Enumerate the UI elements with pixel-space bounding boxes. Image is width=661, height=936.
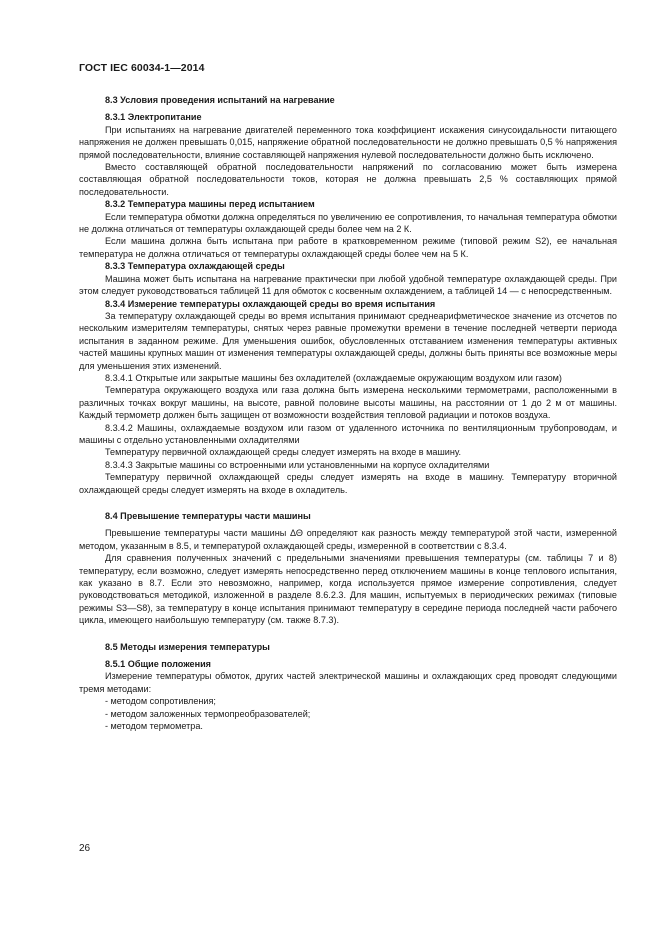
list-item: - методом термометра. [105, 721, 203, 732]
paragraph: Температуру первичной охлаждающей среды следует измерять на входе в машину. Температуру вторичной охлаждающей среды следует измерять на входе в охладитель. [79, 472, 617, 495]
paragraph: Если машина должна быть испытана при работе в кратковременном режиме (типовой режим S2), ее начальная температура не должна отличаться от температуры охлаждающей среды более чем на 5 К. [79, 236, 617, 259]
section-gap [79, 496, 617, 504]
list-item: - методом сопротивления; [105, 696, 216, 707]
subsection-heading: 8.3.2 Температура машины перед испытанием [105, 199, 315, 210]
paragraph: Температура окружающего воздуха или газа должна быть измерена несколькими термометрами, расположенными в различных точках вокруг машины, на высоте, равной половине высоты машины, на расстоянии от 1 до 2 м от машины. Каждый термометр должен быть защищен от возможности воздействия тепловой радиации и потоков воздуха. [79, 385, 617, 421]
paragraph: Вместо составляющей обратной последовательности напряжений по согласованию может быть измерена составляющая обратной последовательности токов, которая не должна превышать 2,5 % составляющих прямой последовательности. [79, 162, 617, 197]
section-heading: 8.5 Методы измерения температуры [105, 641, 270, 652]
paragraph: Если температура обмотки должна определяться по увеличению ее сопротивления, то начальная температура обмотки не должна отличаться от температуры охлаждающей среды более чем на 2 К. [79, 211, 617, 235]
section-heading: 8.3 Условия проведения испытаний на нагревание [105, 95, 335, 105]
list-item: - методом заложенных термопреобразователей; [105, 708, 311, 719]
section-heading: 8.4 Превышение температуры части машины [105, 511, 311, 521]
section-gap [79, 627, 617, 635]
paragraph: Температуру первичной охлаждающей среды следует измерять на входе в машину. [105, 447, 462, 458]
paragraph: Превышение температуры части машины ΔΘ определяют как разность между температурой этой части, измеренной методом, указанным в 8.5, и температурой охлаждающей среды, измеренной в соответствии с 8.3.4. [79, 528, 617, 551]
paragraph: 8.3.4.3 Закрытые машины со встроенными или установленными на корпусе охладителями [105, 459, 490, 470]
page-content [79, 88, 617, 733]
subsection-heading: 8.3.3 Температура охлаждающей среды [105, 261, 285, 272]
subsection-heading: 8.3.4 Измерение температуры охлаждающей среды во время испытания [105, 298, 436, 309]
paragraph: 8.3.4.2 Машины, охлаждаемые воздухом или газом от удаленного источника по вентиляционным трубопроводам, и машины с отдельно установленными охладителями [79, 422, 617, 445]
subsection-heading: 8.5.1 Общие положения [105, 659, 211, 670]
paragraph: При испытаниях на нагревание двигателей переменного тока коэффициент искажения синусоидальности питающего напряжения не должен превышать 0,015, напряжение обратной последовательности не должно превышать 0,5 % напряжения прямой последовательности, влияние составляющей напряжения нулевой последовательности должно быть исключено. [79, 124, 617, 160]
paragraph: 8.3.4.1 Открытые или закрытые машины без охладителей (охлаждаемые окружающим воздухом или газом) [105, 372, 562, 383]
paragraph: Для сравнения полученных значений с предельными значениями превышения температуры (см. таблицы 7 и 8) температуру, если возможно, следует измерять непосредственно перед отключением машины в конце теплового испытания, как указано в 8.7. Если это невозможно, например, когда используется прямое измерение сопротивления, следует руководствоваться методикой, изложенной в разделе 8.6.2.3. Для машин, испытуемых в периодических режимах (типовые режимы S3—S8), за температуру в конце испытания принимают температуру в середине периода последней части рабочего цикла, имеющего наибольшую температуру (см. также 8.7.3). [79, 553, 617, 626]
subsection-heading: 8.3.1 Электропитание [105, 112, 202, 123]
page-number: 26 [79, 843, 91, 854]
paragraph: Машина может быть испытана на нагревание практически при любой удобной температуре охлаждающей среды. При этом следует руководствоваться таблицей 11 для обмоток с косвенным охлаждением, а таблицей 14 — с непосредственным. [79, 273, 617, 297]
document-header: ГОСТ IEC 60034-1—2014 [79, 62, 205, 74]
paragraph: Измерение температуры обмоток, других частей электрической машины и охлаждающих сред проводят следующими тремя методами: [79, 671, 617, 694]
paragraph: За температуру охлаждающей среды во время испытания принимают среднеарифметическое значение из отсчетов по нескольким измерителям температуры, снятых через равные промежутки времени в течение последней четверти периода испытания в заданном режиме. Для уменьшения ошибок, обусловленных отставанием изменения температуры активных частей машины крупных машин от изменения температуры охлаждающей среды, должны быть приняты все возможные меры для уменьшения этих изменений. [79, 310, 617, 371]
